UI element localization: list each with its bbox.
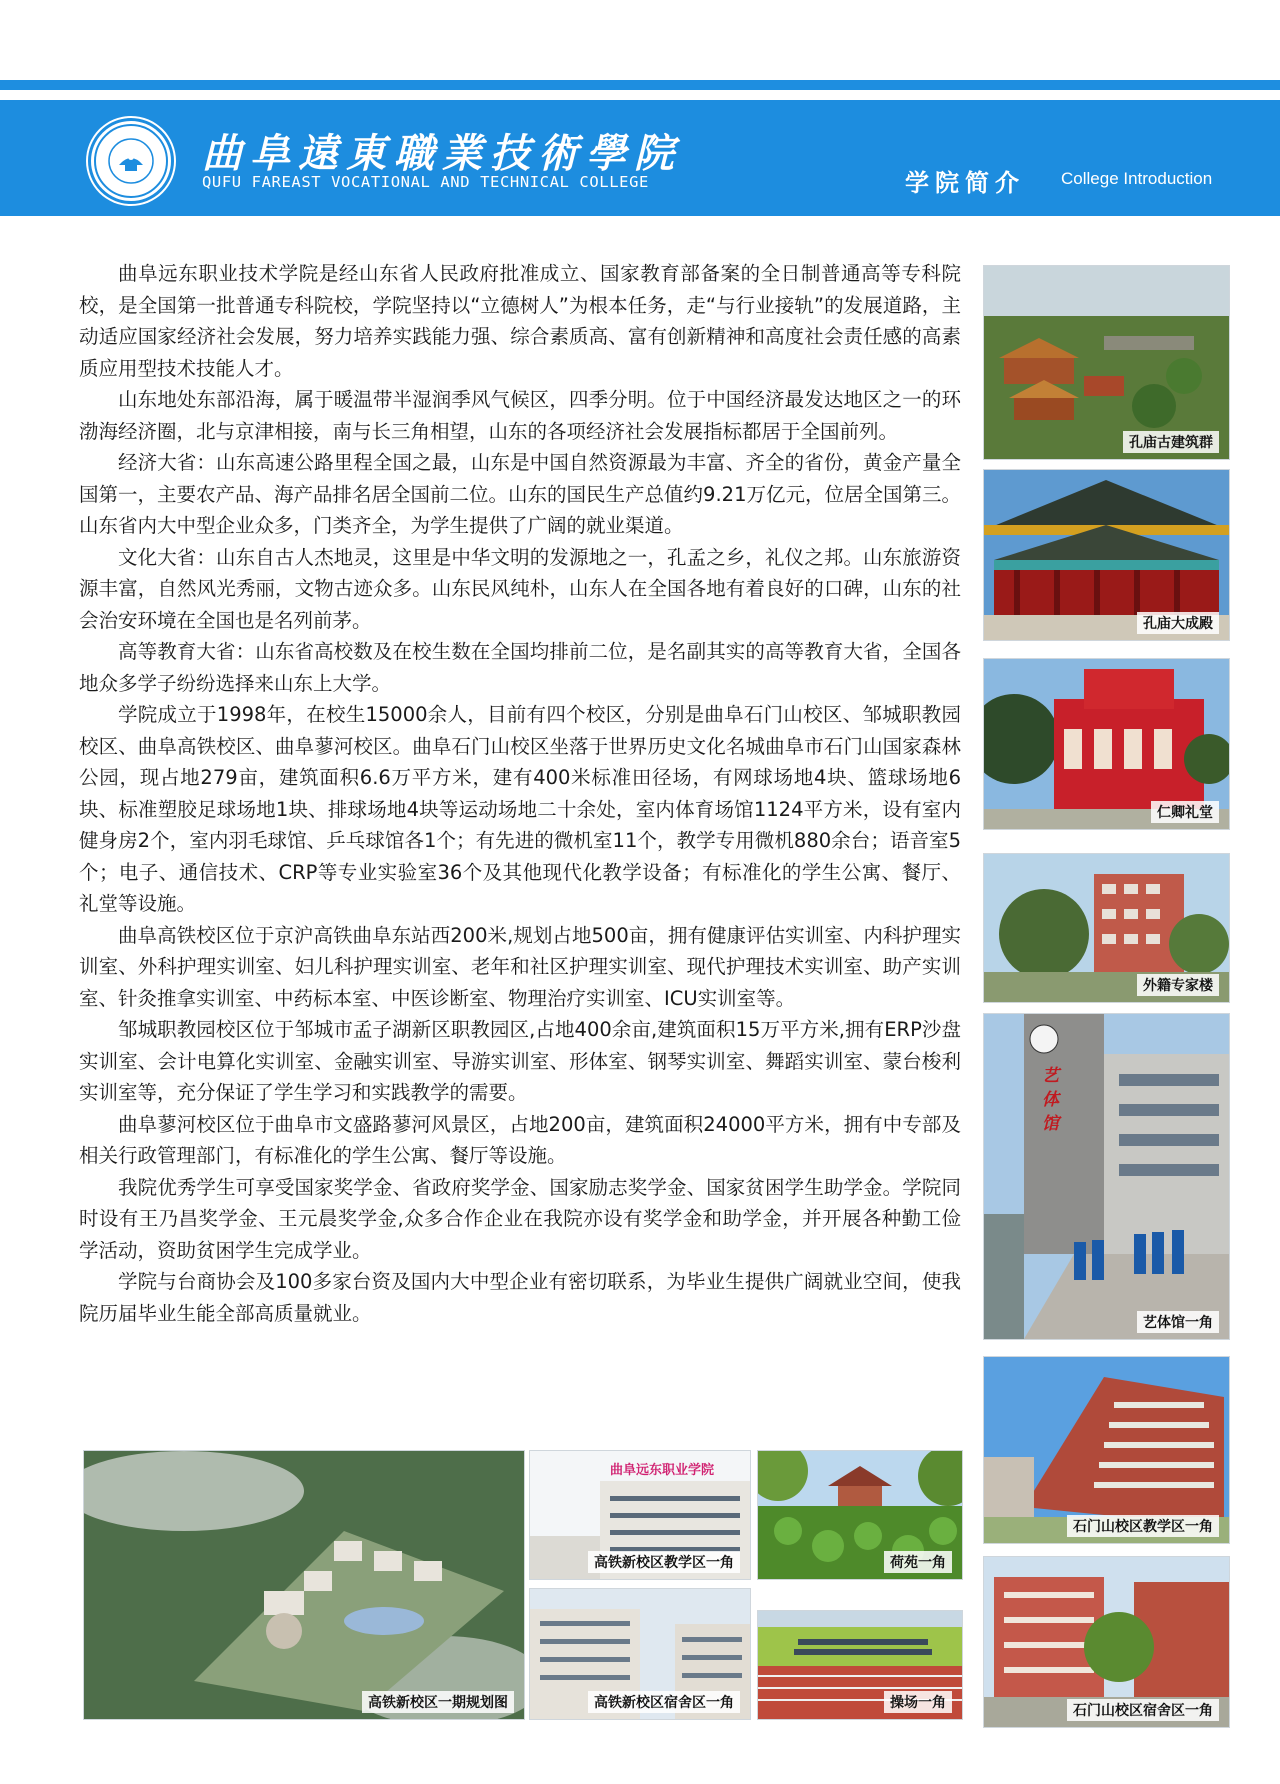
paragraph: 曲阜蓼河校区位于曲阜市文盛路蓼河风景区，占地200亩，建筑面积24000平方米，拥有中专部及相关行政管理部门，有标准化的学生公寓、餐厅等设施。 [79,1112,961,1167]
photo-art-hall [983,1013,1230,1340]
paragraph: 高等教育大省：山东省高校数及在校生数在全国均排前二位，是名副其实的高等教育大省，全国各地众多学子纷纷选择来山东上大学。 [79,640,961,695]
photo-caption: 荷苑一角 [884,1551,952,1573]
photo-expert-building [983,853,1230,1003]
introduction-text [79,258,961,1329]
photo-caption: 外籍专家楼 [1137,974,1219,996]
photo-playground [757,1610,963,1720]
photo-shimen-teaching [983,1356,1230,1544]
photo-kongmiao-group [983,265,1230,460]
paragraph: 学院成立于1998年，在校生15000余人，目前有四个校区，分别是曲阜石门山校区、邹城职教园校区、曲阜高铁校区、曲阜蓼河校区。曲阜石门山校区坐落于世界历史文化名城曲阜市石门山国家森林公园，现占地279亩，建筑面积6.6万平方米，建有400米标准田径场，有网球场地4块、篮球场地6块、标准塑胶足球场地1块、排球场地4块等运动场地二十余处，室内体育场馆1124平方米，设有室内健身房2个，室内羽毛球馆、乒乓球馆各1个；有先进的微机室11个，教学专用微机880余台；语音室5个；电子、通信技术、CRP等专业实验室36个及其他现代化教学设备；有标准化的学生公寓、餐厅、礼堂等设施。 [79,703,961,915]
art-hall-sign: 艺体馆 [1042,1066,1059,1134]
paragraph: 我院优秀学生可享受国家奖学金、省政府奖学金、国家励志奖学金、国家贫困学生助学金。学院同时设有王乃昌奖学金、王元晨奖学金,众多合作企业在我院亦设有奖学金和助学金，并开展各种勤工俭学活动，资助贫困学生完成学业。 [79,1175,961,1262]
photo-dacheng-hall [983,469,1230,641]
photo-hsr-teaching [529,1450,751,1580]
photo-caption: 石门山校区教学区一角 [1067,1515,1219,1537]
college-name-en: QUFU FAREAST VOCATIONAL AND TECHNICAL COLLEGE [202,173,649,191]
paragraph: 文化大省：山东自古人杰地灵，这里是中华文明的发源地之一，孔孟之乡，礼仪之邦。山东旅游资源丰富，自然风光秀丽，文物古迹众多。山东民风纯朴，山东人在全国各地有着良好的口碑，山东的社会治安环境在全国也是名列前茅。 [79,545,961,632]
photo-caption: 高铁新校区宿舍区一角 [588,1691,740,1713]
photo-hsr-dorm [529,1588,751,1720]
paragraph: 山东地处东部沿海，属于暖温带半湿润季风气候区，四季分明。位于中国经济最发达地区之一的环渤海经济圈，北与京津相接，南与长三角相望，山东的各项经济社会发展指标都居于全国前列。 [79,388,961,443]
photo-shimen-dorm [983,1556,1230,1728]
photo-caption: 石门山校区宿舍区一角 [1067,1699,1219,1721]
top-accent-line [0,80,1280,90]
photo-caption: 高铁新校区教学区一角 [588,1551,740,1573]
college-seal-logo [88,118,174,204]
paragraph: 曲阜高铁校区位于京沪高铁曲阜东站西200米,规划占地500亩，拥有健康评估实训室、内科护理实训室、外科护理实训室、妇儿科护理实训室、老年和社区护理实训室、现代护理技术实训室、助产实训室、针灸推拿实训室、中药标本室、中医诊断室、物理治疗实训室、ICU实训室等。 [79,923,961,1010]
paragraph: 邹城职教园校区位于邹城市孟子湖新区职教园区,占地400余亩,建筑面积15万平方米,拥有ERP沙盘实训室、会计电算化实训室、金融实训室、导游实训室、形体室、钢琴实训室、舞蹈实训室、蒙台梭利实训室等，充分保证了学生学习和实践教学的需要。 [79,1018,961,1104]
photo-caption: 孔庙古建筑群 [1123,431,1219,453]
photo-lotus [757,1450,963,1580]
photo-caption: 高铁新校区一期规划图 [362,1691,514,1713]
hsr-building-sign: 曲阜远东职业学院 [610,1463,715,1478]
photo-caption: 孔庙大成殿 [1137,612,1219,634]
paragraph: 学院与台商协会及100多家台资及国内大中型企业有密切联系，为毕业生提供广阔就业空间，使我院历届毕业生能全部高质量就业。 [79,1270,961,1325]
photo-renqing-hall [983,658,1230,830]
photo-hsr-plan [83,1450,525,1720]
section-title-cn: 学院简介 [905,169,1025,197]
photo-caption: 操场一角 [884,1691,952,1713]
paragraph: 经济大省：山东高速公路里程全国之最，山东是中国自然资源最为丰富、齐全的省份，黄金产量全国第一，主要农产品、海产品排名居全国前二位。山东的国民生产总值约9.21万亿元，位居全国第三。山东省内大中型企业众多，门类齐全，为学生提供了广阔的就业渠道。 [79,451,961,537]
photo-caption: 仁卿礼堂 [1151,801,1219,823]
college-name-cn: 曲阜遠東職業技術學院 [202,130,682,177]
paragraph: 曲阜远东职业技术学院是经山东省人民政府批准成立、国家教育部备案的全日制普通高等专科院校，是全国第一批普通专科院校，学院坚持以“立德树人”为根本任务，走“与行业接轨”的发展道路，主动适应国家经济社会发展，努力培养实践能力强、综合素质高、富有创新精神和高度社会责任感的高素质应用型技术技能人才。 [79,262,961,380]
photo-caption: 艺体馆一角 [1137,1311,1219,1333]
section-title-en: College Introduction [1061,169,1213,188]
